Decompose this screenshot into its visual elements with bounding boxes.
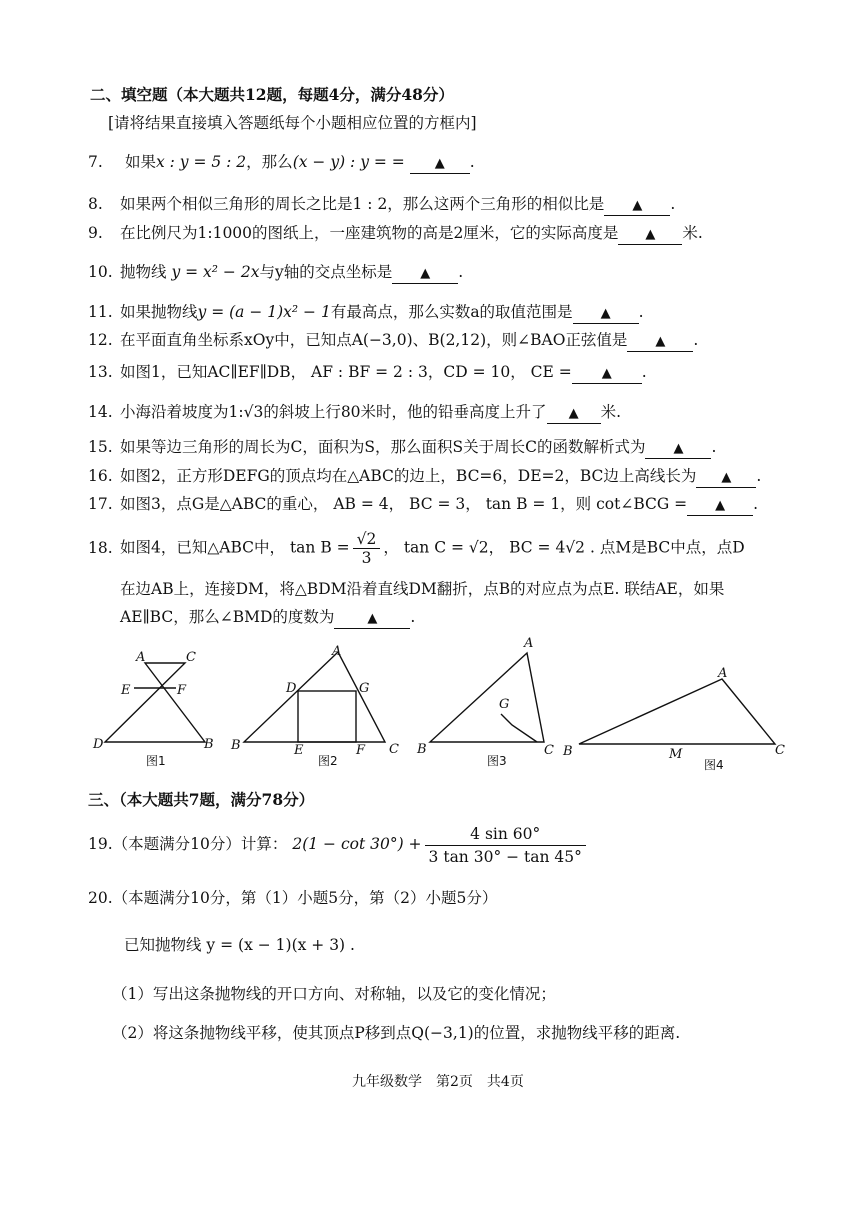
figure1-label: F — [177, 683, 187, 698]
figures-panel — [0, 630, 867, 780]
figure2-label: E — [294, 743, 304, 758]
answer-blank — [696, 467, 756, 488]
question-number: 9. — [88, 224, 103, 242]
question-text: ，那么 — [246, 153, 293, 171]
question-19 — [88, 822, 589, 868]
question-number: 8. — [88, 195, 103, 213]
blank-marker: ▲ — [420, 266, 431, 281]
question-text: 在平面直角坐标系xOy中，已知点A(−3,0)、B(2,12)，则∠BAO正弦值是 — [120, 331, 628, 349]
question-text: 如果抛物线 — [120, 303, 198, 321]
math-expression: y = (a − 1)x² − 1 — [197, 303, 331, 321]
question-text: 米. — [600, 403, 621, 421]
fraction-numerator: √2 — [353, 530, 381, 549]
question-number: 15. — [88, 438, 113, 456]
blank-marker: ▲ — [434, 156, 445, 171]
question-number: 13. — [88, 363, 113, 381]
question-text: 在比例尺为1:1000的图纸上，一座建筑物的高是2厘米，它的实际高度是 — [120, 224, 619, 242]
math-expression: x : y = 5 : 2 — [155, 153, 247, 171]
answer-blank — [410, 153, 470, 174]
blank-marker: ▲ — [715, 498, 726, 513]
question-number: 12. — [88, 331, 113, 349]
question-20 — [88, 887, 497, 909]
figure2-label: D — [286, 681, 297, 696]
figure1-label: D — [93, 737, 104, 752]
question-18 — [88, 530, 745, 567]
answer-blank — [604, 195, 670, 216]
answer-blank — [334, 608, 410, 629]
question-text: . — [410, 608, 416, 626]
figure3-segment-gc — [501, 714, 537, 742]
question-number: 16. — [88, 467, 113, 485]
question-text: . — [670, 195, 676, 213]
answer-blank — [547, 403, 601, 424]
blank-marker: ▲ — [632, 198, 643, 213]
section2-instruction: [请将结果直接填入答题纸每个小题相应位置的方框内] — [108, 114, 477, 132]
question-text: . — [638, 303, 644, 321]
math-expression: 2(1 − cot 30°) + — [292, 835, 422, 853]
fraction — [353, 530, 381, 567]
figure3-caption: 图3 — [487, 754, 507, 768]
figure4-triangle — [579, 679, 775, 744]
question-number: 11. — [88, 303, 113, 321]
fraction — [425, 823, 586, 868]
question-text: （本题满分10分）计算： — [112, 835, 288, 853]
blank-marker: ▲ — [568, 406, 579, 421]
fraction-denominator: 3 — [361, 549, 372, 567]
question-20-part1: （1）写出这条抛物线的开口方向、对称轴，以及它的变化情况； — [112, 985, 556, 1003]
question-text: . — [753, 495, 759, 513]
question-13 — [88, 361, 647, 384]
question-20-given: 已知抛物线 y = (x − 1)(x + 3) . — [124, 936, 355, 954]
question-text: 如图4，已知△ABC中， — [120, 538, 286, 557]
figure1-shape — [105, 663, 205, 742]
math-expression: (x − y) : y = = — [292, 153, 405, 171]
figure4-label: A — [718, 666, 728, 681]
question-14 — [88, 401, 621, 424]
figure2-label: F — [356, 743, 366, 758]
answer-blank — [687, 495, 753, 516]
question-text: （本题满分10分，第（1）小题5分，第（2）小题5分） — [112, 889, 498, 907]
question-7 — [88, 151, 475, 174]
figure4-label: C — [775, 743, 785, 758]
question-text: 如果等边三角形的周长为C，面积为S，那么面积S关于周长C的函数解析式为 — [120, 438, 646, 456]
question-17 — [88, 493, 758, 516]
figure2-label: G — [359, 681, 370, 696]
question-text: 如图1，已知AC∥EF∥DB， AF : BF = 2 : 3，CD = 10， CE = — [120, 363, 572, 381]
blank-marker: ▲ — [600, 306, 611, 321]
figure4-caption: 图4 — [704, 758, 724, 772]
answer-blank — [627, 331, 693, 352]
question-18-line2: 在边AB上，连接DM，将△BDM沿着直线DM翻折，点B的对应点为点E. 联结AE，如果 — [120, 580, 725, 598]
question-15 — [88, 436, 716, 459]
blank-marker: ▲ — [655, 334, 666, 349]
question-12 — [88, 329, 698, 352]
answer-blank — [392, 263, 458, 284]
question-text: 如果 — [124, 153, 156, 171]
figure3-label: B — [417, 742, 427, 757]
question-text: AE∥BC，那么∠BMD的度数为 — [120, 608, 335, 626]
question-text: 如图2，正方形DEFG的顶点均在△ABC的边上，BC=6，DE=2，BC边上高线长为 — [120, 467, 697, 485]
figure1-caption: 图1 — [146, 754, 166, 768]
question-text: . — [469, 153, 475, 171]
question-number: 14. — [88, 403, 113, 421]
figure1-label: E — [121, 683, 131, 698]
answer-blank — [572, 363, 642, 384]
figure1-label: B — [204, 737, 214, 752]
section2-title: 二、填空题（本大题共12题，每题4分，满分48分） — [90, 85, 454, 104]
blank-marker: ▲ — [673, 441, 684, 456]
question-number: 18. — [88, 538, 113, 557]
question-text: 如图3，点G是△ABC的重心， AB = 4， BC = 3， tan B = 1，则 cot∠BCG = — [120, 495, 688, 513]
question-16 — [88, 465, 761, 488]
blank-marker: ▲ — [721, 470, 732, 485]
figure1-label: A — [136, 650, 146, 665]
section3-title: 三、（本大题共7题，满分78分） — [88, 790, 315, 809]
question-number: 19. — [88, 835, 113, 853]
figure2-square — [298, 691, 356, 742]
question-9 — [88, 222, 703, 245]
fraction-denominator: 3 tan 30° − tan 45° — [428, 847, 582, 866]
figure2-label: A — [332, 644, 342, 659]
figure3-label: G — [499, 697, 510, 712]
question-text: 与y轴的交点坐标是 — [259, 263, 393, 281]
question-text: ， tan C = √2， BC = 4√2 . 点M是BC中点，点D — [383, 538, 745, 557]
figure4-label: M — [669, 747, 683, 762]
question-text: . — [641, 363, 647, 381]
figure3-triangle — [430, 653, 544, 742]
question-number: 17. — [88, 495, 113, 513]
question-number: 7. — [88, 153, 103, 171]
question-text: 如果两个相似三角形的周长之比是1 : 2，那么这两个三角形的相似比是 — [120, 195, 605, 213]
figure3-label: C — [544, 743, 554, 758]
figure2-label: B — [231, 738, 241, 753]
question-text: 小海沿着坡度为1:√3的斜坡上行80米时，他的铅垂高度上升了 — [120, 403, 547, 421]
question-18-line3 — [120, 606, 415, 629]
question-text: . — [693, 331, 699, 349]
figure1-label: C — [186, 650, 196, 665]
question-text: . — [711, 438, 717, 456]
question-text: 抛物线 — [120, 263, 167, 281]
question-11 — [88, 301, 644, 324]
question-text: 米. — [682, 224, 703, 242]
figure2-label: C — [389, 742, 399, 757]
figure2-caption: 图2 — [318, 754, 338, 768]
blank-marker: ▲ — [367, 611, 378, 626]
question-8 — [88, 193, 675, 216]
fraction-numerator: 4 sin 60° — [425, 823, 586, 846]
math-expression: tan B = — [289, 538, 350, 557]
page-footer: 九年级数学 第2页 共4页 — [352, 1074, 524, 1090]
question-number: 20. — [88, 889, 113, 907]
figure4-label: B — [563, 744, 573, 759]
figure3-label: A — [524, 636, 534, 651]
question-number: 10. — [88, 263, 113, 281]
figure2-triangle — [244, 652, 385, 742]
blank-marker: ▲ — [601, 366, 612, 381]
blank-marker: ▲ — [645, 227, 656, 242]
question-text: . — [756, 467, 762, 485]
question-text: . — [458, 263, 464, 281]
answer-blank — [618, 224, 682, 245]
question-20-part2: （2）将这条抛物线平移，使其顶点P移到点Q(−3,1)的位置，求抛物线平移的距离. — [112, 1024, 681, 1042]
question-text: 有最高点，那么实数a的取值范围是 — [330, 303, 573, 321]
answer-blank — [573, 303, 639, 324]
question-10: 10. 抛物线 y = x² − 2x与y轴的交点坐标是 ▲ . — [88, 261, 463, 284]
answer-blank — [645, 438, 711, 459]
